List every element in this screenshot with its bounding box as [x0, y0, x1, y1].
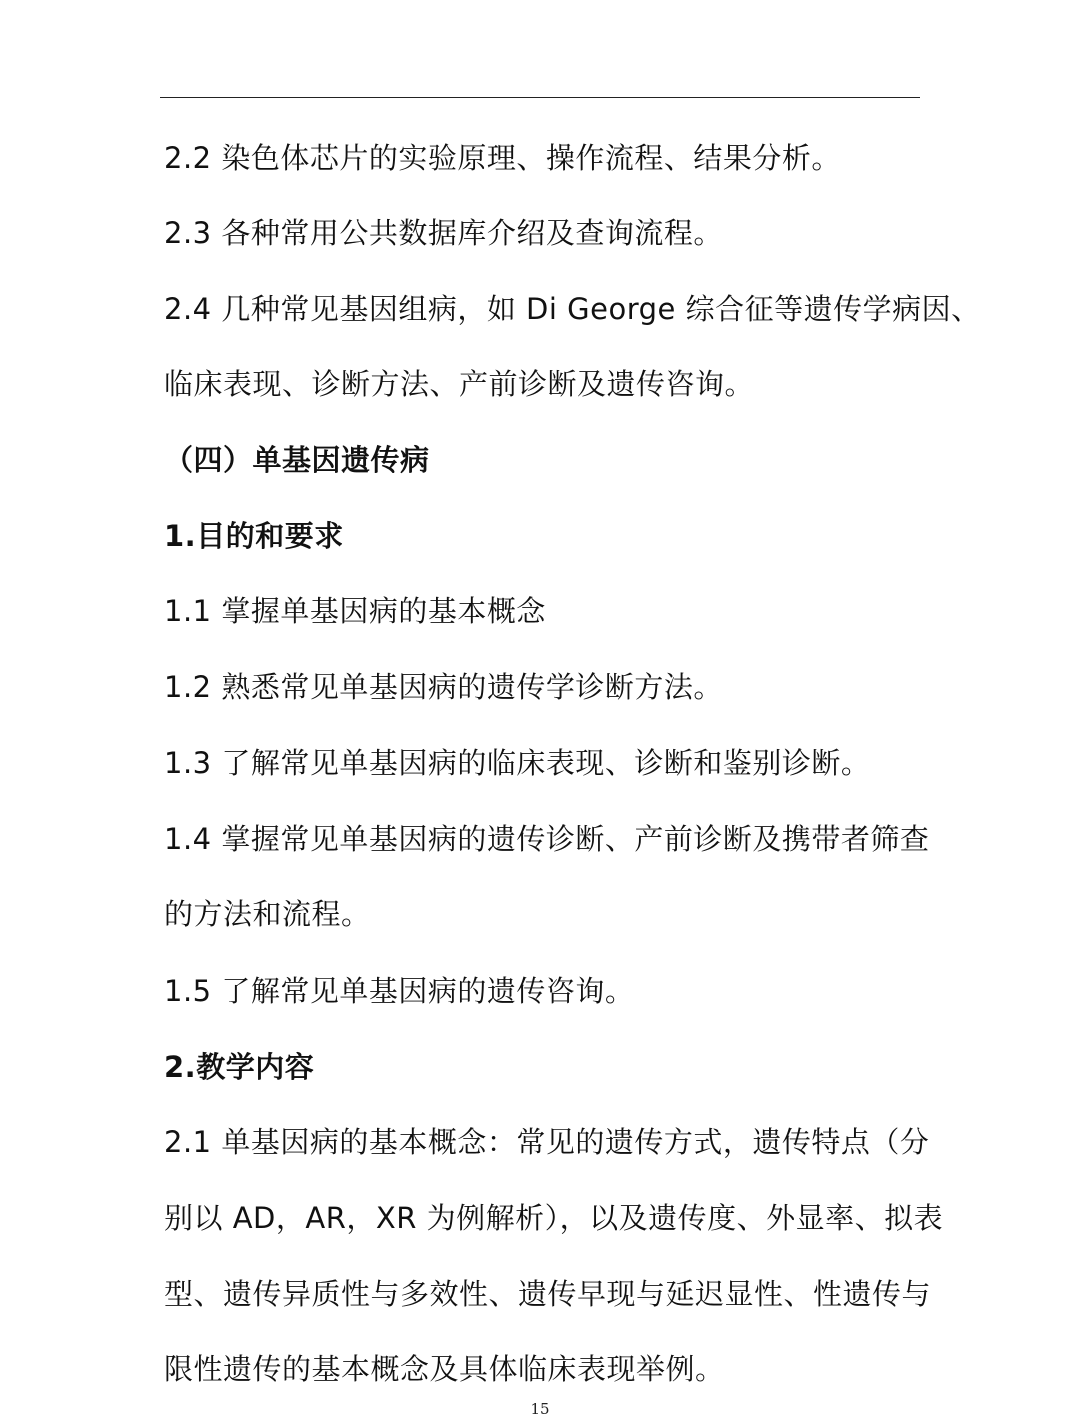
header-rule [160, 97, 920, 98]
text-line: 的方法和流程。 [164, 897, 371, 931]
text-line: 2.1 单基因病的基本概念：常见的遗传方式，遗传特点（分 [164, 1125, 930, 1159]
text-line: 2.2 染色体芯片的实验原理、操作流程、结果分析。 [164, 141, 841, 175]
text-line: 1.1 掌握单基因病的基本概念 [164, 594, 546, 628]
subsection-heading: 1.目的和要求 [164, 519, 344, 553]
text-line: 2.4 几种常见基因组病，如 Di George 综合征等遗传学病因、 [164, 292, 981, 326]
subsection-heading: 2.教学内容 [164, 1050, 315, 1084]
text-line: 1.3 了解常见单基因病的临床表现、诊断和鉴别诊断。 [164, 746, 871, 780]
text-line: 临床表现、诊断方法、产前诊断及遗传咨询。 [164, 367, 755, 401]
text-line: 1.4 掌握常见单基因病的遗传诊断、产前诊断及携带者筛查 [164, 822, 930, 856]
text-line: 1.5 了解常见单基因病的遗传咨询。 [164, 974, 635, 1008]
page-number: 15 [530, 1400, 550, 1418]
text-line: 1.2 熟悉常见单基因病的遗传学诊断方法。 [164, 670, 723, 704]
text-line: 型、遗传异质性与多效性、遗传早现与延迟显性、性遗传与 [164, 1277, 932, 1311]
text-line: 限性遗传的基本概念及具体临床表现举例。 [164, 1352, 725, 1386]
text-line: 别以 AD，AR，XR 为例解析），以及遗传度、外显率、拟表 [164, 1201, 944, 1235]
section-heading: （四）单基因遗传病 [164, 443, 430, 477]
text-line: 2.3 各种常用公共数据库介绍及查询流程。 [164, 216, 723, 250]
